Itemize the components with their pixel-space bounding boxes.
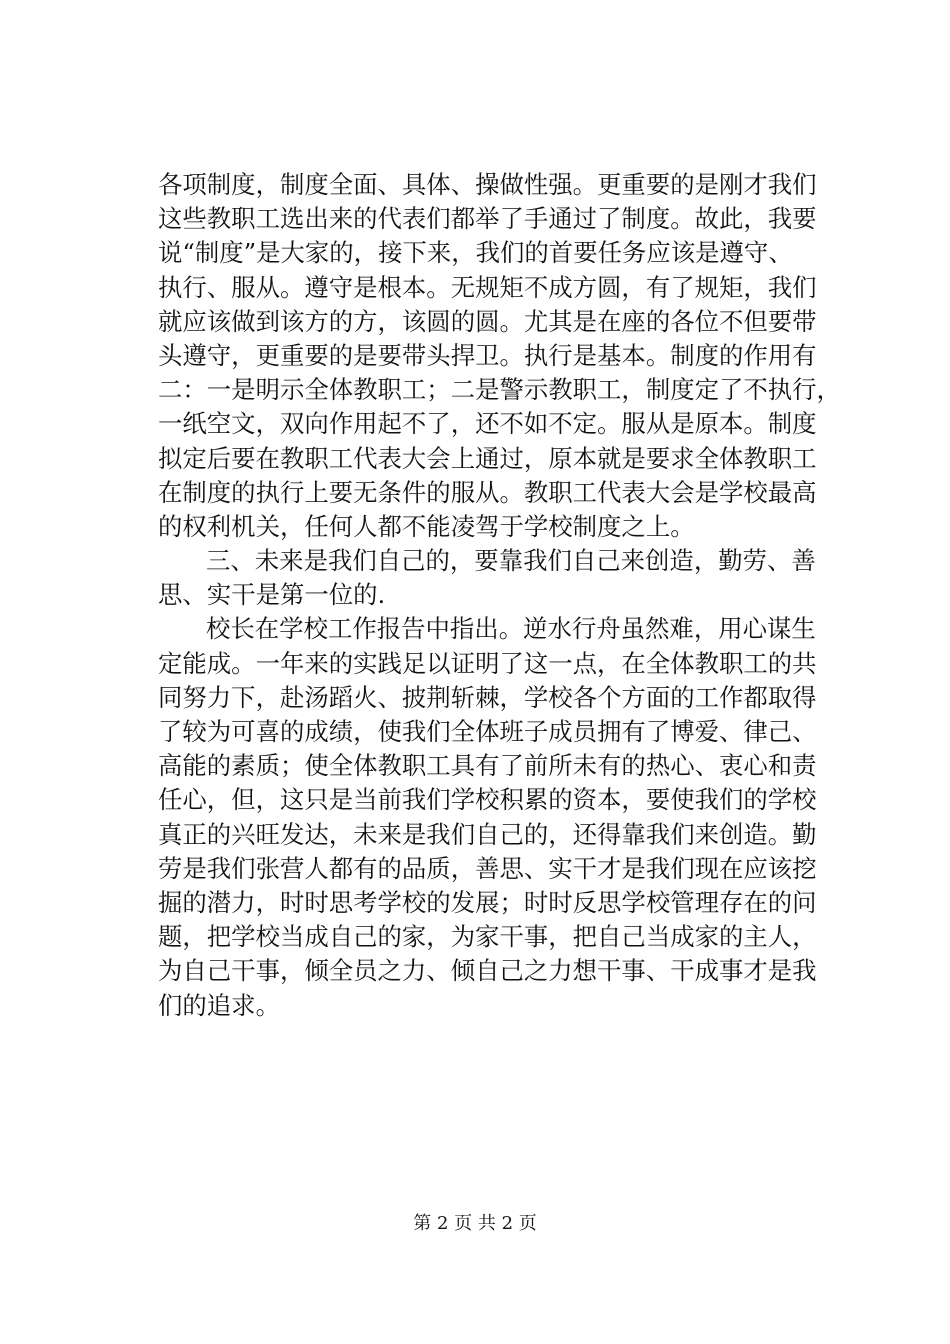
- text-line: 高能的素质；使全体教职工具有了前所未有的热心、衷心和责: [158, 751, 817, 781]
- document-body: [158, 168, 841, 1023]
- text-line: 劳是我们张营人都有的品质，善思、实干才是我们现在应该挖: [158, 853, 817, 883]
- text-line: 为自己干事，倾全员之力、倾自己之力想干事、干成事才是我: [158, 956, 817, 986]
- text-line: 同努力下，赴汤蹈火、披荆斩棘，学校各个方面的工作都取得: [158, 682, 817, 712]
- text-line: 一纸空文，双向作用起不了，还不如不定。服从是原本。制度: [158, 409, 817, 439]
- page-number-footer: 第 2 页 共 2 页: [413, 1213, 537, 1234]
- text-line: 定能成。一年来的实践足以证明了这一点，在全体教职工的共: [158, 648, 817, 678]
- text-line: 任心，但，这只是当前我们学校积累的资本，要使我们的学校: [158, 785, 817, 815]
- text-line: 校长在学校工作报告中指出。逆水行舟虽然难，用心谋生: [206, 614, 816, 644]
- section-heading-line: 三、未来是我们自己的，要靠我们自己来创造，勤劳、善: [206, 546, 816, 576]
- text-line: 二：一是明示全体教职工；二是警示教职工，制度定了不执行，: [158, 375, 841, 405]
- text-line: 的权利机关，任何人都不能凌驾于学校制度之上。: [158, 511, 695, 541]
- text-line: 头遵守，更重要的是要带头捍卫。执行是基本。制度的作用有: [158, 340, 817, 370]
- text-line: 在制度的执行上要无条件的服从。教职工代表大会是学校最高: [158, 477, 817, 507]
- text-line: 掘的潜力，时时思考学校的发展；时时反思学校管理存在的问: [158, 887, 817, 917]
- text-line: 们的追求。: [158, 990, 280, 1020]
- section-heading-line: 思、实干是第一位的.: [158, 580, 386, 610]
- text-line: 说“制度”是大家的，接下来，我们的首要任务应该是遵守、: [158, 238, 793, 268]
- text-line: 真正的兴旺发达，未来是我们自己的，还得靠我们来创造。勤: [158, 819, 817, 849]
- text-line: 题，把学校当成自己的家，为家干事，把自己当成家的主人，: [158, 922, 817, 952]
- text-line: 就应该做到该方的方，该圆的圆。尤其是在座的各位不但要带: [158, 306, 817, 336]
- text-line: 执行、服从。遵守是根本。无规矩不成方圆，有了规矩，我们: [158, 272, 817, 302]
- text-line: 各项制度，制度全面、具体、操做性强。更重要的是刚才我们: [158, 170, 817, 199]
- text-line: 了较为可喜的成绩，使我们全体班子成员拥有了博爱、律己、: [158, 717, 817, 746]
- text-line: 拟定后要在教职工代表大会上通过，原本就是要求全体教职工: [158, 443, 817, 473]
- text-line: 这些教职工选出来的代表们都举了手通过了制度。故此，我要: [158, 204, 817, 234]
